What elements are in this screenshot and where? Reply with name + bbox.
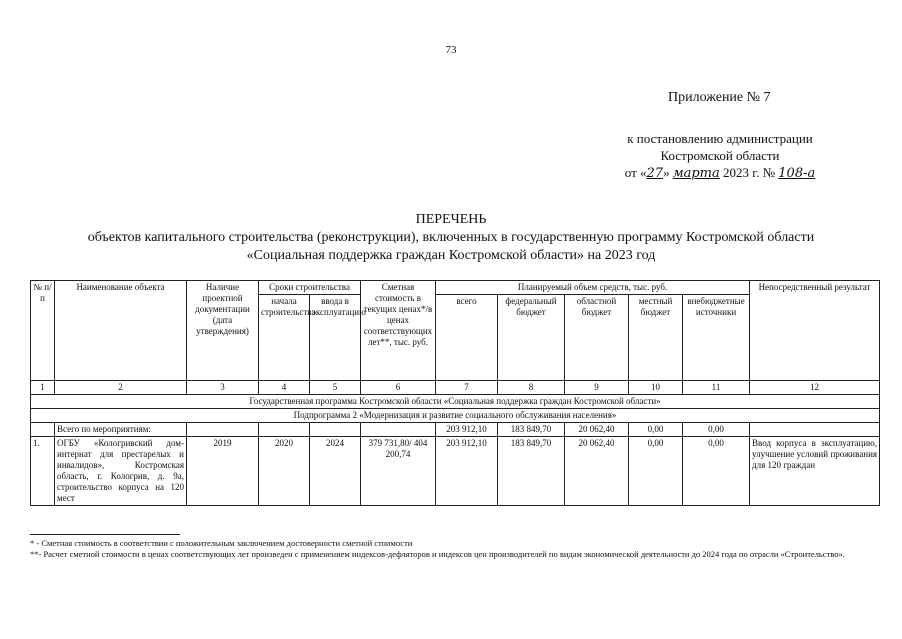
row-regional: 20 062,40 [565, 437, 629, 506]
header-num: № п/п [31, 281, 55, 381]
row-commission: 2024 [310, 437, 361, 506]
row-offbudget: 0,00 [683, 437, 750, 506]
decree-date-line [560, 164, 880, 182]
totals-total: 203 912,10 [436, 423, 498, 437]
row-object-name: ОГБУ «Кологривский дом-интернат для престарелых и инвалидов», Костромская область, г. Кологрив, д. 9а, строительство корпуса на 120 мест [55, 437, 187, 506]
header-commission: ввода в эксплуатацию [310, 295, 361, 381]
row-result: Ввод корпуса в эксплуатацию, улучшение условий проживания для 120 граждан [750, 437, 880, 506]
footnotes [30, 538, 880, 560]
row-federal: 183 849,70 [498, 437, 565, 506]
decree-reference [560, 130, 880, 182]
totals-local: 0,00 [629, 423, 683, 437]
col-number: 12 [750, 381, 880, 395]
footnote-1: * - Сметная стоимость в соответствии с положительным заключением достоверности сметной стоимости [30, 538, 413, 548]
decree-prefix: от « [624, 165, 647, 180]
totals-empty [310, 423, 361, 437]
decree-month-handwritten: марта [672, 166, 720, 181]
table-row [31, 437, 880, 506]
row-num: 1. [31, 437, 55, 506]
header-row-1 [31, 281, 880, 295]
totals-regional: 20 062,40 [565, 423, 629, 437]
page-number: 73 [445, 44, 457, 56]
title-line-2: объектов капитального строительства (реконструкции), включенных в государственную программу Костромской области [87, 230, 815, 245]
col-number: 2 [55, 381, 187, 395]
subprogram-title: Подпрограмма 2 «Модернизация и развитие социального обслуживания населения» [31, 409, 880, 423]
row-cost: 379 731,80/ 404 200,74 [361, 437, 436, 506]
col-number: 10 [629, 381, 683, 395]
header-docs: Наличие проектной документации (дата утверждения) [187, 281, 259, 381]
column-numbers-row [31, 381, 880, 395]
footnote-divider [30, 534, 180, 535]
header-total: всего [436, 295, 498, 381]
decree-year: 2023 г. № [719, 165, 779, 180]
row-docs: 2019 [187, 437, 259, 506]
row-total: 203 912,10 [436, 437, 498, 506]
decree-number-handwritten: 108-а [778, 166, 816, 181]
row-local: 0,00 [629, 437, 683, 506]
col-number: 5 [310, 381, 361, 395]
header-start: начала строительства [259, 295, 310, 381]
title-line-1: ПЕРЕЧЕНЬ [415, 212, 487, 227]
header-offbudget: внебюджетные источники [683, 295, 750, 381]
col-number: 6 [361, 381, 436, 395]
col-number: 3 [187, 381, 259, 395]
decree-day-handwritten: 27 [646, 166, 664, 181]
col-number: 4 [259, 381, 310, 395]
col-number: 1 [31, 381, 55, 395]
header-local: местный бюджет [629, 295, 683, 381]
totals-empty [361, 423, 436, 437]
header-regional: областной бюджет [565, 295, 629, 381]
header-cost: Сметная стоимость в текущих ценах*/в ценах соответствующих лет**, тыс. руб. [361, 281, 436, 381]
totals-federal: 183 849,70 [498, 423, 565, 437]
totals-empty [259, 423, 310, 437]
header-result: Непосредственный результат [750, 281, 880, 381]
totals-label: Всего по мероприятиям: [55, 423, 187, 437]
subprogram-row [31, 409, 880, 423]
appendix-label: Приложение № 7 [668, 90, 771, 105]
col-number: 9 [565, 381, 629, 395]
decree-line-2: Костромской области [660, 148, 780, 163]
decree-mid: » [663, 165, 673, 180]
col-number: 11 [683, 381, 750, 395]
program-row [31, 395, 880, 409]
footnote-2: **- Расчет сметной стоимости в ценах соответствующих лет произведен с применением индексов-дефляторов и индексов цен производителей по видам экономической деятельности до 2024 года по отрасли «Строительство». [30, 549, 845, 559]
col-number: 7 [436, 381, 498, 395]
totals-offbudget: 0,00 [683, 423, 750, 437]
document-title [0, 211, 902, 265]
title-line-3: «Социальная поддержка граждан Костромской области» на 2023 год [246, 248, 656, 263]
totals-row [31, 423, 880, 437]
decree-line-1: к постановлению администрации [627, 131, 813, 146]
program-title: Государственная программа Костромской области «Социальная поддержка граждан Костромской области» [31, 395, 880, 409]
objects-table [30, 280, 880, 506]
header-period: Сроки строительства [259, 281, 361, 295]
row-start: 2020 [259, 437, 310, 506]
col-number: 8 [498, 381, 565, 395]
header-planned: Планируемый объем средств, тыс. руб. [436, 281, 750, 295]
header-federal: федеральный бюджет [498, 295, 565, 381]
totals-empty [31, 423, 55, 437]
totals-empty [750, 423, 880, 437]
header-name: Наименование объекта [55, 281, 187, 381]
totals-empty [187, 423, 259, 437]
